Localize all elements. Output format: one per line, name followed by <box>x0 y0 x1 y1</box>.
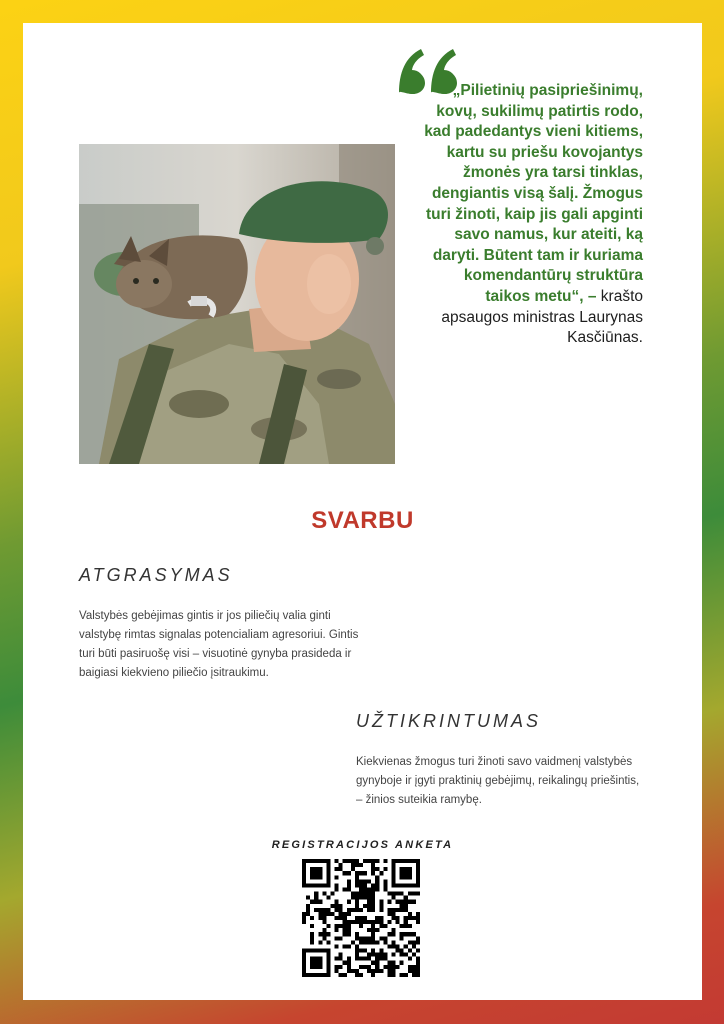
section-heading-assurance: UŽTIKRINTUMAS <box>356 711 541 731</box>
section-heading-deterrence: ATGRASYMAS <box>79 565 233 585</box>
section-text-assurance: Kiekvienas žmogus turi žinoti savo vaidmenį valstybės gynyboje ir įgyti praktinių gebėjimų, reikalingų priešintis, – žinios suteikia ramybę. <box>356 756 640 806</box>
poster-page <box>23 23 702 1000</box>
quote-attribution: krašto apsaugos ministras Laurynas Kasčiūnas. <box>441 287 643 347</box>
soldier-with-cat-photo <box>79 144 395 464</box>
section-text-deterrence: Valstybės gebėjimas gintis ir jos piliečių valia ginti valstybę rimtas signalas potencialiam agresoriui. Gintis turi būti pasiruošę visi – visuotinė gynyba prasideda ir baigiasi kiekvieno piliečio įsitraukimu. <box>79 610 359 679</box>
registration-label: REGISTRACIJOS ANKETA <box>271 839 454 851</box>
quote-text: „Pilietinių pasipriešinimų, kovų, sukilimų patirtis rodo, kad padedantys vieni kitiems, kartu su priešu kovojantys žmonės yra tarsi tinklas, dengiantis visą šalį. Žmogus turi žinoti, kaip jis gali apginti savo namus, kur ateiti, ką daryti. Būtent tam ir kuriama komendantūrų struktūra taikos metu“, – <box>424 82 643 305</box>
minister-quote <box>415 81 643 349</box>
important-heading: SVARBU <box>311 507 414 534</box>
registration-qr-code[interactable] <box>302 859 420 977</box>
